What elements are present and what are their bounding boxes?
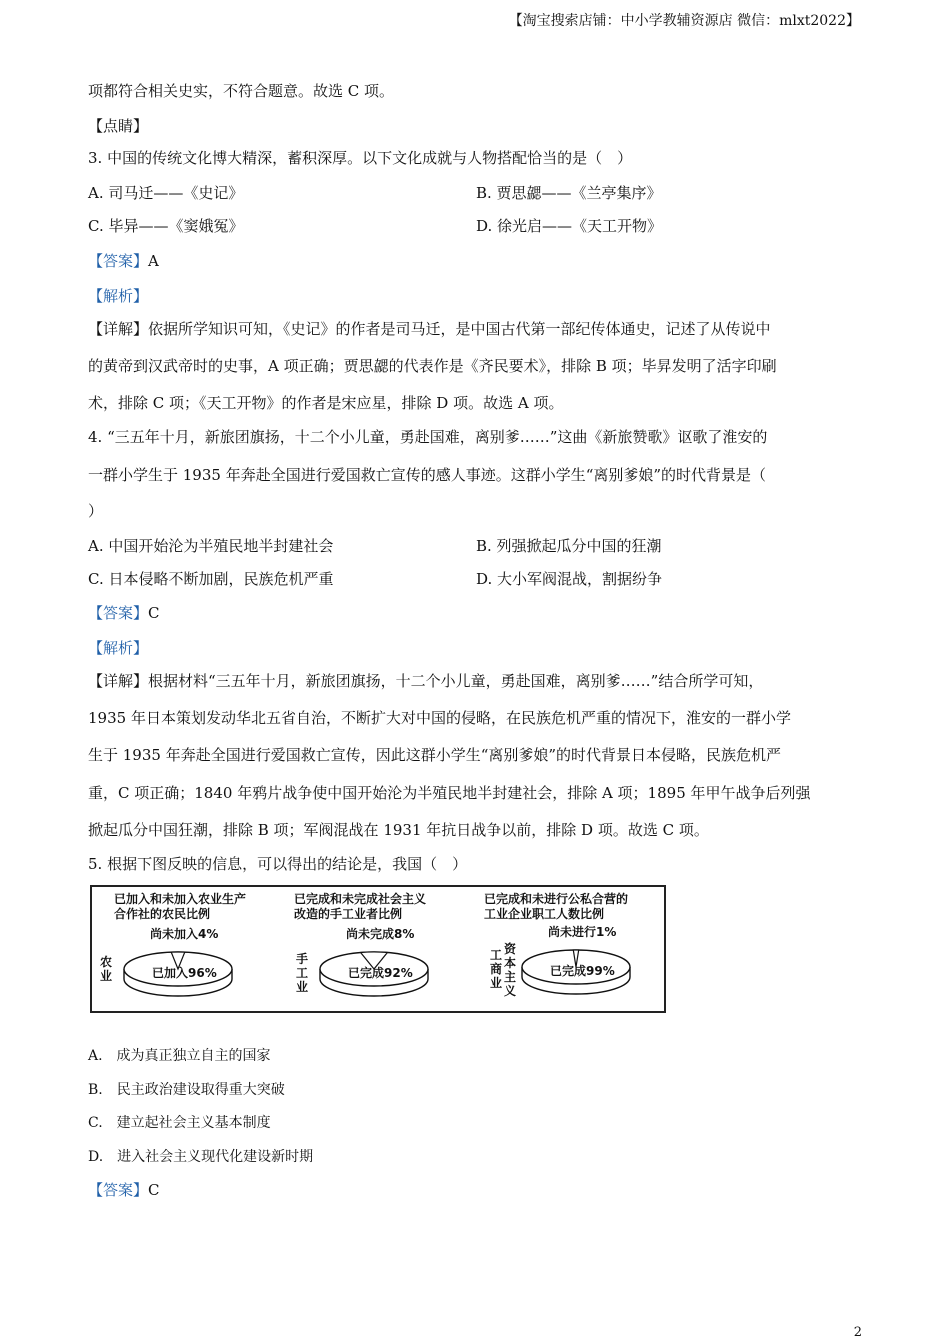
q3-option-a: A. 司马迁——《史记》 xyxy=(88,184,244,202)
q4-jiexi-tag: 【解析】 xyxy=(88,639,149,657)
chart1-title-1: 已加入和未加入农业生产 xyxy=(114,892,247,906)
chart3-side-label-b0: 资 xyxy=(504,942,517,956)
page-number: 2 xyxy=(853,1325,862,1340)
q3-jiexi-tag: 【解析】 xyxy=(88,287,149,305)
q4-option-b: B. 列强掀起瓜分中国的狂潮 xyxy=(476,537,662,555)
pie-label-major: 已完成99% xyxy=(550,964,615,978)
q5-stem: 5. 根据下图反映的信息，可以得出的结论是，我国（ ） xyxy=(88,855,468,873)
chart3-side-label-b3: 义 xyxy=(504,984,517,998)
q4-detail-1: 【详解】根据材料“三五年十月，新旅团旗扬，十二个小儿童，勇赴国难，离别爹……”结合所学可知， xyxy=(88,672,764,690)
q5-option-a: A. 成为真正独立自主的国家 xyxy=(88,1048,271,1064)
chart3-pie xyxy=(522,924,630,994)
q5-option-b: B. 民主政治建设取得重大突破 xyxy=(88,1082,285,1098)
pie-label-major: 已加入96% xyxy=(152,966,217,980)
chart2-title-1: 已完成和未完成社会主义 xyxy=(294,892,427,906)
q3-stem: 3. 中国的传统文化博大精深，蓄积深厚。以下文化成就与人物搭配恰当的是（ ） xyxy=(88,149,633,167)
q4-detail-2: 1935 年日本策划发动华北五省自治，不断扩大对中国的侵略，在民族危机严重的情况下，淮安的一群小学 xyxy=(88,709,791,727)
detail-tag: 【详解】 xyxy=(88,320,149,338)
chart3-side-label-a1: 商 xyxy=(490,962,503,976)
q4-stem-1: 4. “三五年十月，新旅团旗扬，十二个小儿童，勇赴国难，离别爹……”这曲《新旅赞歌》讴歌了淮安的 xyxy=(88,428,768,446)
answer-tag: 【答案】 xyxy=(88,604,149,622)
q3-detail-1: 【详解】依据所学知识可知，《史记》的作者是司马迁，是中国古代第一部纪传体通史，记述了从传说中 xyxy=(88,320,771,338)
q3-option-d: D. 徐光启——《天工开物》 xyxy=(476,217,663,235)
chart3-title-2: 工业企业职工人数比例 xyxy=(484,907,605,921)
chart2-side-label-2: 业 xyxy=(296,980,309,994)
answer-value: C xyxy=(148,1181,160,1199)
dianjing-label: 【点睛】 xyxy=(88,117,149,135)
q4-detail-3: 生于 1935 年奔赴全国进行爱国救亡宣传，因此这群小学生“离别爹娘”的时代背景日本侵略，民族危机严 xyxy=(88,746,782,764)
q3-option-c: C. 毕异——《窦娥冤》 xyxy=(88,217,244,235)
chart2-pie xyxy=(320,926,428,996)
answer-value: A xyxy=(148,252,159,270)
chart2-side-label-1: 工 xyxy=(296,966,309,980)
chart3-side-label-b2: 主 xyxy=(504,970,517,984)
chart3-side-label-b1: 本 xyxy=(504,956,517,970)
chart2-title-2: 改造的手工业者比例 xyxy=(294,907,403,921)
pie-label-minor: 尚未完成8% xyxy=(346,927,415,941)
pie-label-minor: 尚未进行1% xyxy=(548,925,617,939)
chart2-side-label-0: 手 xyxy=(296,952,309,966)
q3-option-b: B. 贾思勰——《兰亭集序》 xyxy=(476,184,662,202)
chart1-side-label-0: 农 xyxy=(100,955,113,969)
chart1-side-label-1: 业 xyxy=(100,969,113,983)
pie-label-minor: 尚未加入4% xyxy=(150,927,219,941)
q4-option-a: A. 中国开始沦为半殖民地半封建社会 xyxy=(88,537,334,555)
q4-option-d: D. 大小军阀混战，割据纷争 xyxy=(476,570,663,588)
pie-charts-figure xyxy=(90,885,666,1013)
answer-value: C xyxy=(148,604,160,622)
q5-option-c: C. 建立起社会主义基本制度 xyxy=(88,1115,271,1131)
q3-detail-2: 的黄帝到汉武帝时的史事，A 项正确；贾思勰的代表作是《齐民要术》，排除 B 项；毕昇发明了活字印刷 xyxy=(88,357,777,375)
q4-stem-2: 一群小学生于 1935 年奔赴全国进行爱国救亡宣传的感人事迹。这群小学生“离别爹娘”的时代背景是（ xyxy=(88,466,767,484)
prev-answer-end: 项都符合相关史实，不符合题意。故选 C 项。 xyxy=(88,82,395,100)
chart3-side-label-a2: 业 xyxy=(490,976,503,990)
q5-option-d: D. 进入社会主义现代化建设新时期 xyxy=(88,1149,314,1165)
q4-detail-4: 重，C 项正确；1840 年鸦片战争使中国开始沦为半殖民地半封建社会，排除 A 项；1895 年甲午战争后列强 xyxy=(88,784,811,802)
chart1-pie xyxy=(124,926,232,996)
q3-answer xyxy=(88,251,159,271)
q4-option-c: C. 日本侵略不断加剧，民族危机严重 xyxy=(88,570,334,588)
q4-stem-3: ） xyxy=(88,502,104,520)
q3-detail-3: 术，排除 C 项；《天工开物》的作者是宋应星，排除 D 项。故选 A 项。 xyxy=(88,394,564,412)
answer-tag: 【答案】 xyxy=(88,252,149,270)
chart1-title-2: 合作社的农民比例 xyxy=(114,907,211,921)
q4-detail-5: 掀起瓜分中国狂潮，排除 B 项；军阀混战在 1931 年抗日战争以前，排除 D 项。故选 C 项。 xyxy=(88,821,709,839)
page-header: 【淘宝搜索店铺：中小学教辅资源店 微信：mlxt2022】 xyxy=(508,13,860,29)
detail-tag: 【详解】 xyxy=(88,672,149,690)
chart3-side-label-a0: 工 xyxy=(490,948,503,962)
chart3-title-1: 已完成和未进行公私合营的 xyxy=(484,892,629,906)
pie-label-major: 已完成92% xyxy=(348,966,413,980)
answer-tag: 【答案】 xyxy=(88,1181,149,1199)
q5-answer xyxy=(88,1180,160,1200)
q4-answer xyxy=(88,603,160,623)
